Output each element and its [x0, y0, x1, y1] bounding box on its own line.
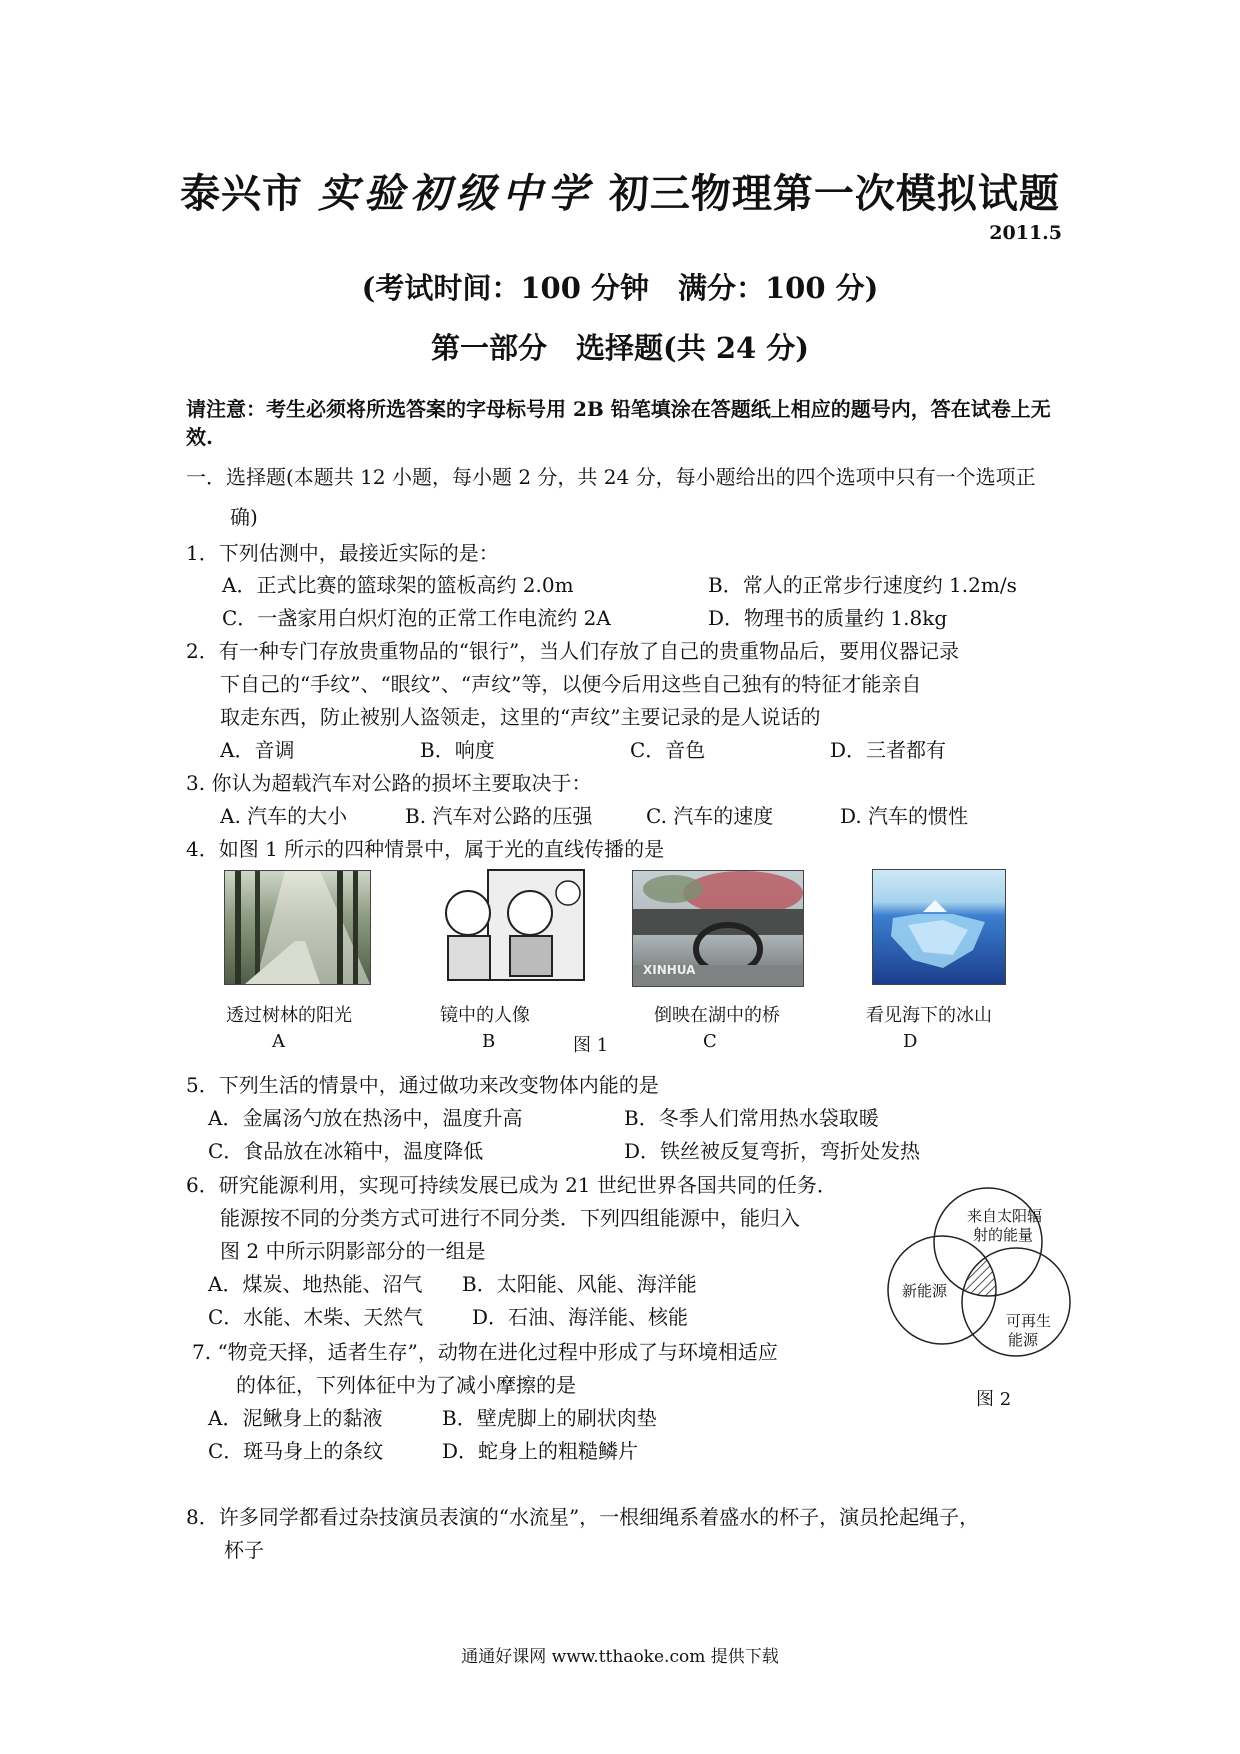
forest-sunlight-image	[224, 870, 371, 985]
q6-option-a: A．煤炭、地热能、沼气	[208, 1272, 423, 1296]
q1-option-d: D．物理书的质量约 1.8kg	[708, 606, 948, 630]
venn-label-new: 新能源	[902, 1282, 948, 1300]
iceberg-drawing	[873, 870, 1005, 984]
q2-line3: 取走东西，防止被别人盗领走，这里的“声纹”主要记录的是人说话的	[220, 705, 821, 729]
notice: 请注意：考生必须将所选答案的字母标号用 2B 铅笔填涂在答题纸上相应的题号内，答在试卷上无效.	[186, 397, 1051, 449]
q1-option-a: A．正式比赛的篮球架的篮板高约 2.0m	[222, 573, 574, 597]
section-heading-line2: 确)	[230, 505, 258, 529]
fig1-caption-b: 镜中的人像	[440, 1005, 530, 1026]
q6-line2: 能源按不同的分类方式可进行不同分类．下列四组能源中，能归入	[220, 1206, 800, 1230]
q1-option-c: C．一盏家用白炽灯泡的正常工作电流约 2A	[222, 606, 611, 630]
venn-label-renew-2: 能源	[1008, 1331, 1039, 1349]
mirror-portrait-image	[418, 868, 590, 983]
q2-line1: 2．有一种专门存放贵重物品的“银行”，当人们存放了自己的贵重物品后，要用仪器记录	[186, 639, 960, 663]
q5-option-d: D．铁丝被反复弯折，弯折处发热	[624, 1139, 921, 1163]
lake-bridge-image	[632, 870, 804, 987]
section-heading-line1: 一．选择题(本题共 12 小题，每小题 2 分，共 24 分，每小题给出的四个选项中只有一个选项正	[186, 465, 1036, 489]
exam-date: 2011.5	[989, 222, 1062, 244]
q8-line2: 杯子	[224, 1538, 264, 1562]
q6-option-b: B．太阳能、风能、海洋能	[462, 1272, 697, 1296]
exam-info: (考试时间：100 分钟 满分：100 分)	[361, 271, 879, 305]
fig2-label: 图 2	[976, 1389, 1012, 1410]
q2-line2: 下自己的“手纹”、“眼纹”、“声纹”等，以便今后用这些自己独有的特征才能亲自	[220, 672, 922, 696]
q8-line1: 8．许多同学都看过杂技演员表演的“水流星”，一根细绳系着盛水的杯子，演员抡起绳子，	[186, 1505, 980, 1529]
venn-label-renew-1: 可再生	[1006, 1312, 1052, 1330]
footer-credit: 通通好课网 www.tthaoke.com 提供下载	[461, 1647, 779, 1667]
q2-option-c: C．音色	[630, 738, 706, 762]
q1-stem: 1．下列估测中，最接近实际的是：	[186, 541, 499, 565]
forest-sunlight-drawing	[225, 871, 370, 984]
fig1-letter-d: D	[903, 1031, 918, 1052]
q5-stem: 5．下列生活的情景中，通过做功来改变物体内能的是	[186, 1073, 659, 1097]
q7-option-d: D．蛇身上的粗糙鳞片	[442, 1439, 639, 1463]
q3-option-a: A. 汽车的大小	[220, 804, 348, 828]
mirror-portrait-drawing	[418, 868, 590, 983]
q7-option-a: A．泥鳅身上的黏液	[208, 1406, 383, 1430]
fig1-letter-c: C	[703, 1031, 717, 1052]
venn-label-solar-2: 射的能量	[973, 1226, 1034, 1244]
q2-option-d: D．三者都有	[830, 738, 947, 762]
part-title: 第一部分 选择题(共 24 分)	[431, 331, 809, 365]
q6-option-d: D．石油、海洋能、核能	[472, 1305, 689, 1329]
q5-option-c: C．食品放在冰箱中，温度降低	[208, 1139, 484, 1163]
q3-option-c: C. 汽车的速度	[646, 804, 774, 828]
title-school: 实验初级中学	[318, 170, 594, 217]
title-suffix: 初三物理第一次模拟试题	[608, 170, 1060, 217]
q1-option-b: B．常人的正常步行速度约 1.2m/s	[708, 573, 1017, 597]
watermark: XINHUA	[643, 963, 696, 977]
fig1-label: 图 1	[573, 1035, 609, 1056]
fig1-caption-a: 透过树林的阳光	[226, 1005, 352, 1026]
q5-option-a: A．金属汤勺放在热汤中，温度升高	[208, 1106, 523, 1130]
q7-option-b: B．壁虎脚上的刷状肉垫	[442, 1406, 657, 1430]
venn-label-solar-1: 来自太阳辐	[967, 1207, 1043, 1225]
fig1-letter-b: B	[482, 1031, 496, 1052]
q3-option-d: D. 汽车的惯性	[840, 804, 969, 828]
q6-line1: 6．研究能源利用，实现可持续发展已成为 21 世纪世界各国共同的任务．	[186, 1173, 837, 1197]
title-prefix: 泰兴市	[180, 170, 304, 217]
q6-line3: 图 2 中所示阴影部分的一组是	[220, 1239, 486, 1263]
q3-stem: 3. 你认为超载汽车对公路的损坏主要取决于：	[186, 771, 592, 795]
q7-option-c: C．斑马身上的条纹	[208, 1439, 384, 1463]
q7-line2: 的体征，下列体征中为了减小摩擦的是	[236, 1373, 576, 1397]
q5-option-b: B．冬季人们常用热水袋取暖	[624, 1106, 879, 1130]
q3-option-b: B. 汽车对公路的压强	[405, 804, 593, 828]
page-title	[0, 162, 1240, 219]
q2-option-b: B．响度	[420, 738, 495, 762]
q4-stem: 4．如图 1 所示的四种情景中，属于光的直线传播的是	[186, 837, 665, 861]
iceberg-image	[872, 869, 1006, 985]
q7-line1: 7. “物竞天择，适者生存”，动物在进化过程中形成了与环境相适应	[192, 1340, 778, 1364]
q2-option-a: A．音调	[220, 738, 295, 762]
q6-option-c: C．水能、木柴、天然气	[208, 1305, 424, 1329]
fig1-letter-a: A	[272, 1031, 285, 1052]
fig1-caption-d: 看见海下的冰山	[866, 1005, 992, 1026]
fig1-caption-c: 倒映在湖中的桥	[654, 1005, 780, 1026]
